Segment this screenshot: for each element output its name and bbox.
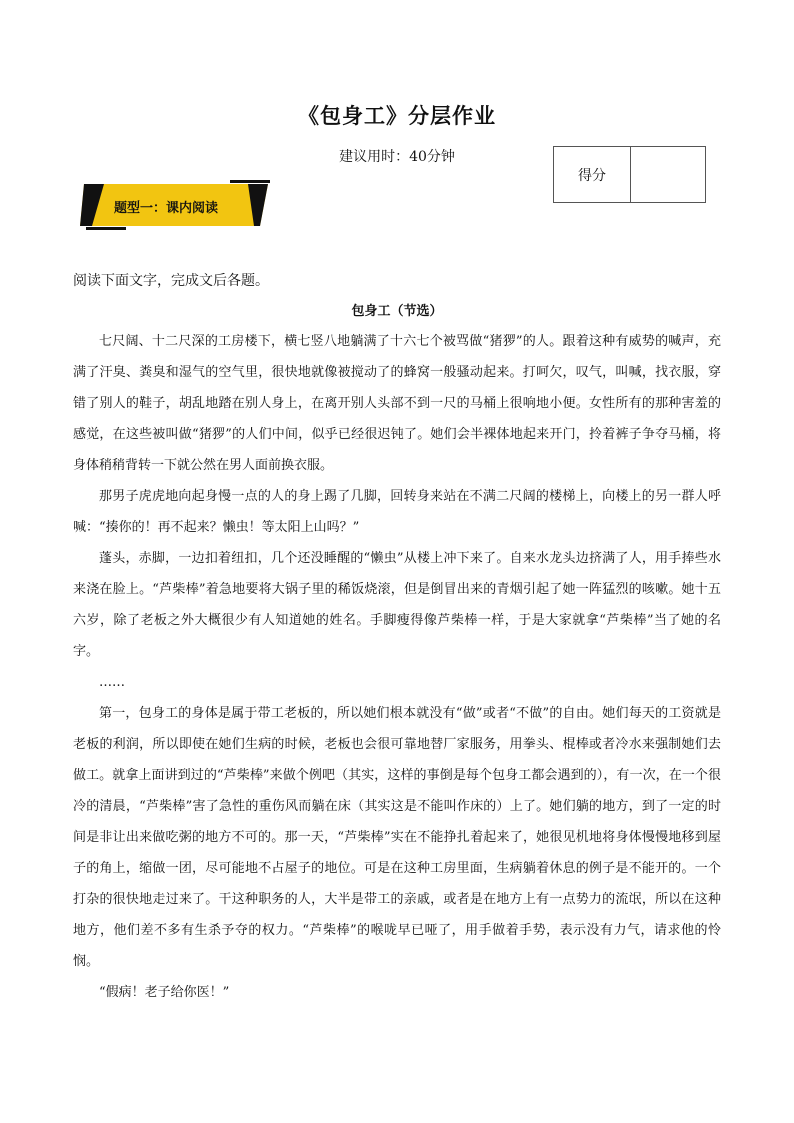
suggested-time: 建议用时：40分钟 — [339, 149, 455, 165]
passage-paragraph: 七尺阔、十二尺深的工房楼下，横七竖八地躺满了十六七个被骂做“猪猡”的人。跟着这种有威势的喊声，充满了汗臭、粪臭和湿气的空气里，很快地就像被搅动了的蜂窝一般骚动起来。打呵欠，叹气，叫喊，找衣服，穿错了别人的鞋子，胡乱地踏在别人身上，在离开别人头部不到一尺的马桶上很响地小便。女性所有的那种害羞的感觉，在这些被叫做“猪猡”的人们中间，似乎已经很迟钝了。她们会半裸体地起来开门，拎着裤子争夺马桶，将身体稍稍背转一下就公然在男人面前换衣服。 — [73, 334, 721, 473]
page-title: 《包身工》分层作业 — [298, 104, 496, 128]
passage-paragraph: “假病！老子给你医！” — [99, 985, 230, 1000]
section-banner — [80, 180, 272, 230]
passage-body — [73, 326, 721, 1008]
score-value-field[interactable] — [631, 147, 705, 202]
score-box — [553, 146, 706, 203]
passage-paragraph: 第一，包身工的身体是属于带工老板的，所以她们根本就没有“做”或者“不做”的自由。她们每天的工资就是老板的利润，所以即使在她们生病的时候，老板也会很可靠地替厂家服务，用拳头、棍棒或者冷水来强制她们去做工。就拿上面讲到过的“芦柴棒”来做个例吧（其实，这样的事倒是每个包身工都会遇到的），有一次，在一个很冷的清晨，“芦柴棒”害了急性的重伤风而躺在床（其实这是不能叫作床的）上了。她们躺的地方，到了一定的时间是非让出来做吃粥的地方不可的。那一天，“芦柴棒”实在不能挣扎着起来了，她很见机地将身体慢慢地移到屋子的角上，缩做一团，尽可能地不占屋子的地位。可是在这种工房里面，生病躺着休息的例子是不能开的。一个打杂的很快地走过来了。干这种职务的人，大半是带工的亲戚，或者是在地方上有一点势力的流氓，所以在这种地方，他们差不多有生杀予夺的权力。“芦柴棒”的喉咙早已哑了，用手做着手势，表示没有力气，请求他的怜悯。 — [73, 706, 721, 969]
passage-title: 包身工（节选） — [351, 304, 443, 319]
score-label: 得分 — [554, 147, 631, 202]
passage-ellipsis: …… — [99, 675, 125, 690]
reading-instruction: 阅读下面文字，完成文后各题。 — [73, 273, 269, 289]
section-label: 题型一：课内阅读 — [114, 201, 219, 216]
passage-paragraph: 那男子虎虎地向起身慢一点的人的身上踢了几脚，回转身来站在不满二尺阔的楼梯上，向楼上的另一群人呼喊：“揍你的！再不起来？懒虫！等太阳上山吗？” — [73, 489, 721, 535]
passage-paragraph: 蓬头，赤脚，一边扣着纽扣，几个还没睡醒的“懒虫”从楼上冲下来了。自来水龙头边挤满了人，用手捧些水来浇在脸上。“芦柴棒”着急地要将大锅子里的稀饭烧滚，但是倒冒出来的青烟引起了她一阵猛烈的咳嗽。她十五六岁，除了老板之外大概很少有人知道她的姓名。手脚瘦得像芦柴棒一样，于是大家就拿“芦柴棒”当了她的名字。 — [73, 551, 721, 659]
